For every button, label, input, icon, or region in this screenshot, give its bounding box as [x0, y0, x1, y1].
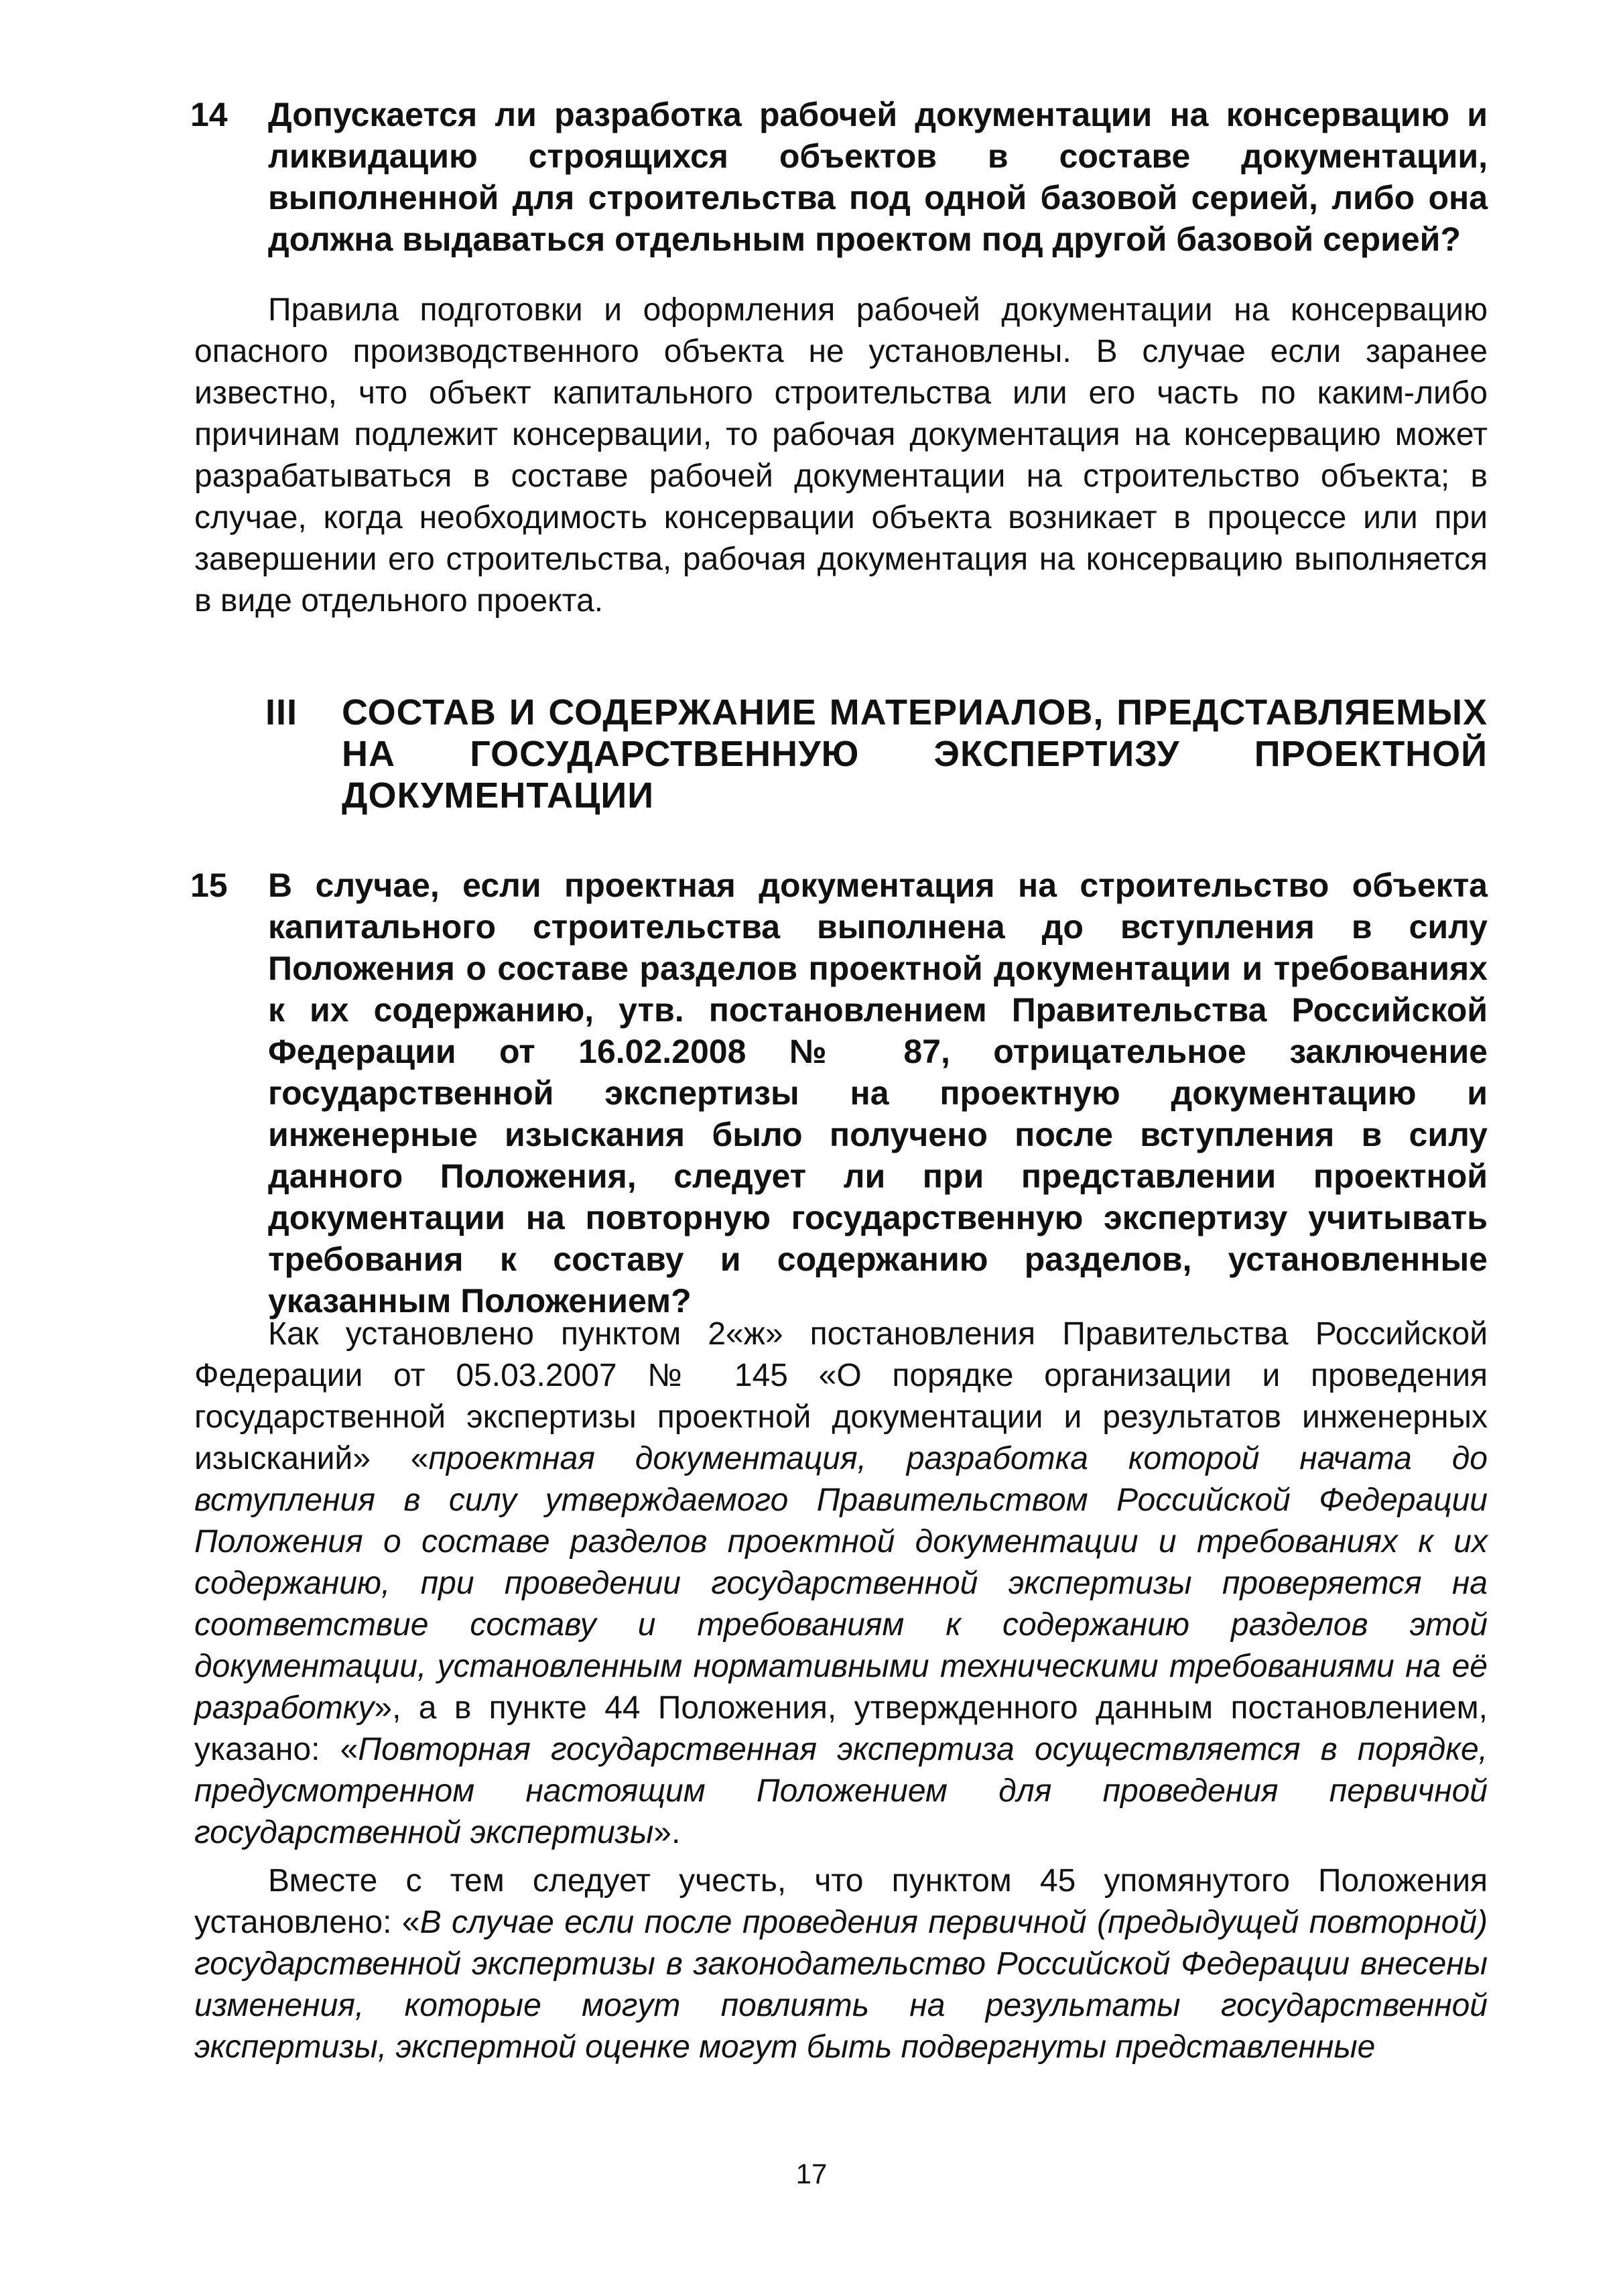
quoted-italic-text: В случае если после проведения первичной (предыдущей повторной) государственной экспертизы в законодательство Российской Федерации внесены изменения, которые могут повлиять на результаты государственной экспертизы, экспертной оценке могут быть подвергнуты представленные — [194, 1905, 1488, 2065]
answer-15-paragraph-1 — [194, 1314, 1488, 1854]
question-number: 15 — [190, 867, 228, 904]
answer-15-paragraph-2 — [194, 1860, 1488, 2068]
answer-14-paragraph: Правила подготовки и оформления рабочей документации на консервацию опасного производственного объекта не установлены. В случае если заранее известно, что объект капитального строительства или его часть по каким-либо причинам подлежит консервации, то рабочая документация на консервацию может разрабатываться в составе рабочей документации на строительство объекта; в случае, когда необходимость консервации объекта возникает в процессе или при завершении его строительства, рабочая документация на консервацию выполняется в виде отдельного проекта. — [194, 292, 1488, 619]
question-text: Допускается ли разработка рабочей документации на консервацию и ликвидацию строящихся объектов в составе документации, выполненной для строительства под одной базовой серией, либо она должна выдаваться отдельным проектом под другой базовой серией? — [268, 96, 1488, 258]
question-15 — [190, 865, 1488, 1322]
section-title: СОСТАВ И СОДЕРЖАНИЕ МАТЕРИАЛОВ, ПРЕДСТАВЛЯЕМЫХ НА ГОСУДАРСТВЕННУЮ ЭКСПЕРТИЗУ ПРОЕКТНОЙ ДОКУМЕНТАЦИИ — [342, 692, 1488, 816]
paragraph-text: Как установлено пунктом 2«ж» постановления Правительства Российской Федерации от 05.03.2007 № 145 «О порядке организации и проведения государственной экспертизы проектной документации и результатов инженерных изысканий» « — [194, 1316, 1488, 1476]
paragraph-text: », а в пункте 44 Положения, утвержденного данным постановлением, указано: « — [194, 1690, 1488, 1767]
page-number: 17 — [795, 2158, 828, 2189]
paragraph-text: Вместе с тем следует учесть, что пунктом 45 упомянутого Положения установлено: « — [194, 1863, 1488, 1940]
quoted-italic-text: проектная документация, разработка которой начата до вступления в силу утверждаемого Правительством Российской Федерации Положения о составе разделов проектной документации и требованиях к их содержанию, при проведении государственной экспертизы проверяется на соответствие составу и требованиям к содержанию разделов этой документации, установленным нормативными техническими требованиями на её разработку — [194, 1441, 1488, 1726]
section-number: III — [265, 692, 298, 732]
section-heading — [265, 692, 1488, 816]
quoted-italic-text: Повторная государственная экспертиза осуществляется в порядке, предусмотренном настоящим Положением для проведения первичной государственной экспертизы — [194, 1732, 1488, 1850]
question-number: 14 — [190, 96, 228, 133]
paragraph-text: ». — [653, 1815, 681, 1850]
question-text: В случае, если проектная документация на строительство объекта капитального строительства выполнена до вступления в силу Положения о составе разделов проектной документации и требованиях к их содержанию, утв. постановлением Правительства Российской Федерации от 16.02.2008 № 87, отрицательное заключение государственной экспертизы на проектную документацию и инженерные изыскания было получено после вступления в силу данного Положения, следует ли при представлении проектной документации на повторную государственную экспертизу учитывать требования к составу и содержанию разделов, установленные указанным Положением? — [268, 867, 1488, 1320]
question-14 — [190, 94, 1488, 260]
